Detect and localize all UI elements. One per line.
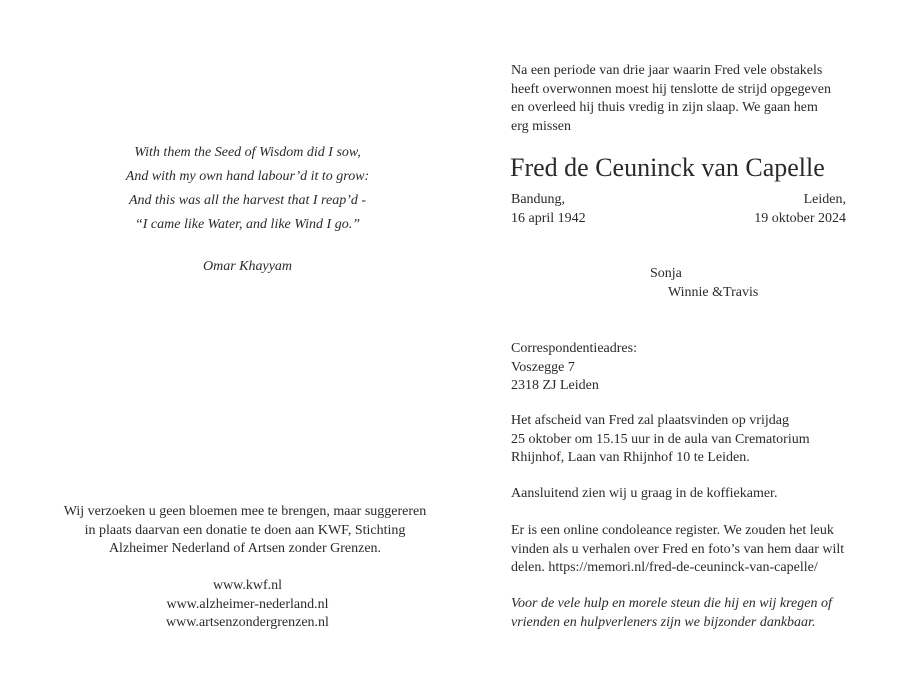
poem xyxy=(90,141,405,237)
death-date: 19 oktober 2024 xyxy=(754,210,846,226)
coffee-room-note: Aansluitend zien wij u graag in de koffiekamer. xyxy=(511,486,778,501)
poem-line: And with my own hand labour’d it to grow: xyxy=(125,169,370,184)
address-street: Voszegge 7 xyxy=(511,359,575,375)
farewell-line: Het afscheid van Fred zal plaatsvinden op vrijdag xyxy=(511,413,789,428)
correspondence-address xyxy=(511,340,851,396)
alzheimer-link[interactable]: www.alzheimer-nederland.nl xyxy=(166,596,329,612)
birth-info xyxy=(511,191,661,228)
farewell-info xyxy=(511,412,861,468)
donation-links xyxy=(90,577,405,633)
family-member: Sonja xyxy=(650,266,682,281)
birth-place: Bandung, xyxy=(511,192,566,207)
condolence-register xyxy=(511,522,856,578)
farewell-line: Rhijnhof, Laan van Rhijnhof 10 te Leiden. xyxy=(511,450,750,465)
flowers-request xyxy=(40,503,450,559)
register-line: vinden als u verhalen over Fred en foto’s van hem daar wilt xyxy=(511,541,845,557)
poem-author: Omar Khayyam xyxy=(202,259,293,274)
flowers-line: Wij verzoeken u geen bloemen mee te brengen, maar suggereren xyxy=(63,504,427,519)
flowers-line: in plaats daarvan een donatie te doen aan KWF, Stichting xyxy=(84,522,406,538)
intro-line: Na een periode van drie jaar waarin Fred vele obstakels xyxy=(511,63,823,78)
intro-line: heeft overwonnen moest hij tenslotte de strijd opgegeven xyxy=(511,81,831,97)
intro-text xyxy=(511,62,851,136)
deceased-name: Fred de Ceuninck van Capelle xyxy=(510,153,825,182)
poem-line: And this was all the harvest that I reap’d - xyxy=(128,193,367,208)
artsen-link[interactable]: www.artsenzondergrenzen.nl xyxy=(166,615,329,630)
address-label: Correspondentieadres: xyxy=(511,341,637,356)
thanks-text xyxy=(511,595,856,632)
poem-line: “I came like Water, and like Wind I go.” xyxy=(134,217,360,232)
intro-line: en overleed hij thuis vredig in zijn slaap. We gaan hem xyxy=(511,100,818,115)
thanks-line: vrienden en hulpverleners zijn we bijzonder dankbaar. xyxy=(511,614,816,630)
death-info xyxy=(700,191,846,228)
kwf-link[interactable]: www.kwf.nl xyxy=(212,578,283,593)
birth-date: 16 april 1942 xyxy=(511,210,586,226)
intro-line: erg missen xyxy=(511,118,572,134)
register-line: Er is een online condoleance register. We zouden het leuk xyxy=(511,523,834,538)
poem-line: With them the Seed of Wisdom did I sow, xyxy=(134,145,361,160)
flowers-line: Alzheimer Nederland of Artsen zonder Grenzen. xyxy=(108,541,382,556)
thanks-line: Voor de vele hulp en morele steun die hij en wij kregen of xyxy=(511,596,832,611)
death-place: Leiden, xyxy=(803,192,846,207)
farewell-line: 25 oktober om 15.15 uur in de aula van Crematorium xyxy=(511,431,810,447)
family-member: Winnie &Travis xyxy=(668,285,759,300)
register-link[interactable]: delen. https://memori.nl/fred-de-ceuninck-van-capelle/ xyxy=(511,560,818,575)
address-city: 2318 ZJ Leiden xyxy=(511,378,599,393)
